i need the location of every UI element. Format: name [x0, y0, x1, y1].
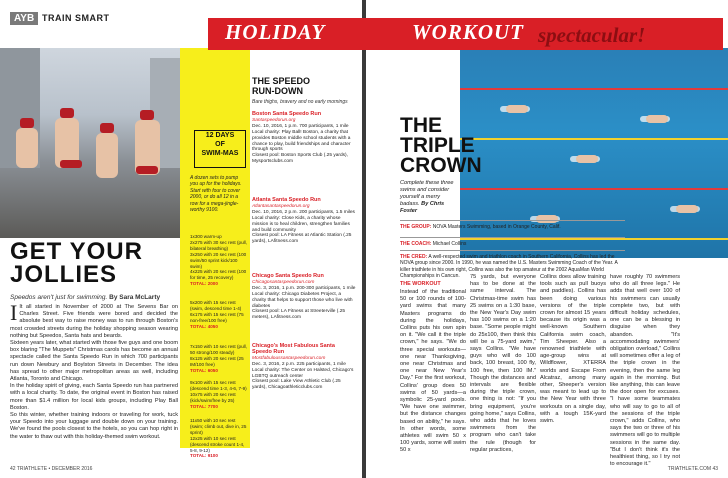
race-pool: Closest pool: LA Fitness at Atlantic Station (.25 yards), LAfitness.com	[252, 233, 352, 245]
race-details: Dec. 3, 2016, 2 p.m. 225 participants, 1 mile	[252, 361, 346, 367]
race-charity: Local charity: Close Kids, a charity whose mission is to heal children, strengthen families and build community	[252, 215, 350, 233]
section-tag: AYB	[10, 12, 38, 25]
body-para-2: Sixteen years later, what started with those five guys and one boom box blaring "The Muppets" Christmas carols has become an annual spectacle called the Santa Speedo Run in which 700 participants run down Newbury and Boylston Streets in December. The idea has spread to other major metropolitan areas as well, including Atlanta, Toronto and Chicago.	[10, 340, 178, 383]
race-name: Atlanta Santa Speedo Run	[252, 197, 321, 203]
byline: By Chris Foster	[400, 201, 445, 214]
rundown-title	[252, 76, 310, 96]
race-entry	[252, 198, 356, 245]
set-total: TOTAL: 6050	[190, 367, 218, 373]
info-divider	[400, 220, 625, 221]
sidebar-intro: A dozen sets to pump you up for the holidays. Start with four to cover 2000, or do all 12 in a row for a mega-jingle-worthy 9100.	[190, 175, 242, 214]
set-text: 5x200 with 15 sec rest (swim, descend time 1-4) 6x175 with 15 sec rest (75 non-free/100 free)	[190, 300, 244, 323]
article-col-3: Collins does allow training tools such as pull buoys and paddles). Collins has been doing various versions of the triple crown for almost 15 years because its origin was a well-known Southern California swim coach, Tim Sheeper. Also a renowned triathlete with age-group wins at Wildflower, XTERRA worlds and Escape From Alcatraz, among many other, Sheeper's version was meant to lead up to the New Year with three workouts on a single day, with a tough 15K-yard swim.	[540, 274, 606, 425]
deck-text: Complete these three swims and consider yourself a merry badass.	[400, 180, 454, 207]
body-para-4: So this winter, whether training indoors or traveling for work, tuck your Speedo into your luggage and double down on your training. We've found the pools closest to the hotels, so you can hop right in the water to thaw out with this holiday-themed swim workout.	[10, 412, 178, 440]
set-text: 9x100 with 15 sec rest (descend time 1-3, 4-6, 7-9) 10x75 with 20 sec rest (kick/swim/free by 25)	[190, 380, 247, 403]
race-entry	[252, 274, 356, 321]
banner-word-2: WORKOUT	[412, 20, 525, 44]
race-details: Dec. 3, 2016, 1 p.m. 200-300 participants, 1 mile	[252, 285, 356, 291]
page-number: 42	[10, 466, 16, 472]
workout-set	[190, 418, 248, 459]
title-line-1: THE	[400, 114, 442, 137]
race-details: Dec. 10, 2016, 1 p.m. 700 participants, 1 mile	[252, 123, 349, 129]
info-divider	[400, 250, 625, 251]
article-title	[10, 240, 143, 286]
race-charity: Local charity: Chicago Diabetes Project, a charity that helps to support those who live with diabetes	[252, 291, 353, 309]
article-title-line2: JOLLIES	[10, 261, 118, 288]
race-charity: Local charity: The Center on Halsted, Chicago's LGBTQ outreach center	[252, 367, 354, 379]
set-total: TOTAL: 4050	[190, 323, 218, 329]
workout-set	[190, 380, 248, 410]
article-title-line1: GET YOUR	[10, 238, 143, 265]
title-line-3: CROWN	[400, 154, 482, 177]
race-pool: Closest pool: Lake View Athletic Club (.25 yards), Chicagoathleticclubs.com	[252, 379, 341, 391]
set-total: TOTAL: 7700	[190, 403, 218, 409]
article-col-2: 75 yards, but everyone has to be done at the same interval. The Christmas-time swim has 25 swims on a 1:30 base, the New Year's Day swim has 100 swims on a 1:20 base. "Some people might do 25x100, then think this will be a 75-yard swim," says Collins. "We have guys who will do 100 back, 100 breast, 100 fly, 100 free, then 100 IM." Though the distances and intervals are flexible during the triple crown, one thing is not: "If you bring equipment, you're going home," says Collins, who adds that he loves swimmers from the program who can't take the rule (though for regular practices,	[470, 274, 536, 453]
page-number: 43	[712, 466, 718, 472]
cred-value: A well-respected swim and triathlon coach in Southern California, Collins has led the NOVA group since 2000. In 1990, he was named the U.S. Masters Swimming Coach of the Year. A killer triathlete in his own right, Collins was also the top amateur at the 2002 AquaMan World Championships in Cancun.	[400, 254, 618, 279]
coach-label: THE COACH:	[400, 241, 432, 247]
set-total: TOTAL: 9100	[190, 453, 218, 459]
article-body	[10, 300, 178, 441]
race-name: Chicago Santa Speedo Run	[252, 273, 324, 279]
race-entry	[252, 344, 356, 391]
workout-set	[190, 344, 248, 374]
race-details: Dec. 10, 2016, 2 p.m. 200 participants, 1.5 miles	[252, 209, 355, 215]
rundown-title-1: THE SPEEDO	[252, 76, 311, 86]
group-value: NOVA Masters Swimming, based in Orange County, Calif.	[432, 224, 561, 230]
race-pool: Closest pool: LA Fitness at Streeterville (.25 meters), LAfitness.com	[252, 309, 346, 321]
race-url: Mostfabuloussantaspeedorun.com	[252, 355, 326, 361]
set-text: 7x150 with 10 sec rest (pull, 50 strong/100 steady) 8x125 with 20 sec rest (25 IM/100 free)	[190, 344, 247, 367]
set-text: 1x300 warm-up 2x275 with 30 sec rest (pull, bilateral breathing) 3x250 with 20 sec rest (100 swim/50 sprint kick/100 swim) 4x225 with 20 sec rest (100 for time, 25 recovery)	[190, 234, 247, 281]
byline: By Sara McLarty	[109, 294, 161, 301]
article-deck	[10, 294, 160, 301]
box-line-1: 12 DAYS	[205, 132, 235, 139]
article-col-4: have roughly 70 swimmers who do all three legs." He adds that well over 100 of his swimmers can usually complete two, but with difficult holiday schedules, one can be a blessing in disguise when they abandon. "It's accommodating swimmers' obligation overload," Collins will sometimes offer a leg of the triple crown in the evening, then the same leg again in the morning. But like anything, this can leave the door open for excuses. "I have some teammates who will say to go to all of the sessions of the triple crown," adds Collins, who says the two or three of his swimmers will go to multiple sessions in the same day. "But I don't think it's the healthiest thing, so I try not to encourage it."	[610, 274, 680, 468]
info-divider	[400, 237, 625, 238]
right-page	[366, 0, 728, 478]
right-footer	[668, 466, 718, 472]
race-name: Boston Santa Speedo Run	[252, 111, 322, 117]
race-name: Chicago's Most Fabulous Santa Speedo Run	[252, 343, 335, 355]
left-page	[0, 0, 362, 478]
box-line-3: SWIM-MAS	[201, 150, 239, 157]
swimmas-box	[194, 130, 246, 168]
workout-heading: THE WORKOUT	[400, 281, 441, 287]
info-group	[400, 224, 625, 230]
race-url: Chicagosantaspeedorun.com	[252, 279, 315, 285]
info-coach	[400, 241, 625, 247]
group-label: THE GROUP:	[400, 224, 432, 230]
section-label: TRAIN SMART	[42, 13, 110, 23]
drop-cap: I	[10, 300, 18, 325]
set-total: TOTAL: 2000	[190, 281, 218, 287]
publication-line: TRIATHLETE.COM	[667, 466, 712, 472]
banner-accent: spectacular!	[538, 23, 646, 47]
race-url: Atlantasantaspeedorun.org	[252, 203, 310, 209]
workout-set	[190, 300, 248, 330]
body-para-1: It all started in November of 2000 at The Sevens Bar on Charles Street. Five friends were bored and decided the absolute best way to raise money was to run through Boston's most crowded streets during the holiday shopping season wearing nothing but Speedos, Santa hats and beards.	[10, 304, 178, 339]
race-charity: Local charity: Play Ball! Boston, a charity that provides Boston middle school students with a chance to play, build friendships and character through sports	[252, 129, 351, 153]
article-col-1: Instead of the traditional 50 or 100 rounds of 100-yard swims that many Masters programs do during the holidays, Collins puts his own spin on it. "We call it the triple crown," he says. "We do three special workouts—one near Thanksgiving, one near Christmas and one near New Year's Day." For the first workout, Collins' group does 50 swims of 50 yards—a symbolic 25-yard pools. "We have one swimmer, but the distance changes based on ability," he says. In other words, some athletes will swim 50 x 100 yards, some will swim 50 x	[400, 289, 466, 454]
cred-label: THE CRED:	[400, 254, 428, 260]
left-footer	[10, 466, 92, 472]
box-line-2: OF	[215, 141, 225, 148]
set-text: 11x50 with 10 sec rest (swim; climb out, dive in, 25 sprint) 12x25 with 10 sec rest (descend stroke count 1-4, 5-8, 9-12)	[190, 418, 247, 453]
deck-text: Speedos aren't just for swimming.	[10, 294, 108, 301]
rundown-subtitle: Bare thighs, bravery and no early mornings	[252, 99, 348, 105]
workout-set	[190, 234, 248, 287]
race-pool: Closest pool: Boston Sports Club (.25 yards), Mysportsclubs.com	[252, 153, 348, 165]
banner-word-1: HOLIDAY	[225, 20, 326, 44]
triple-crown-title	[400, 116, 482, 176]
triple-deck	[400, 180, 460, 215]
coach-value: Michael Collins	[432, 241, 467, 247]
publication-line: TRIATHLETE • DECEMBER 2016	[16, 466, 93, 472]
title-line-2: TRIPLE	[400, 134, 475, 157]
rundown-title-2: RUN-DOWN	[252, 86, 303, 96]
race-entry	[252, 112, 356, 165]
race-url: Santaspeedorun.org	[252, 117, 296, 123]
body-para-3: In the holiday spirit of giving, each Santa Speedo run has partnered with a local charity. To date, the original event in Boston has raised more than $1.4 million for local kids groups, including Play Ball Boston.	[10, 383, 178, 411]
